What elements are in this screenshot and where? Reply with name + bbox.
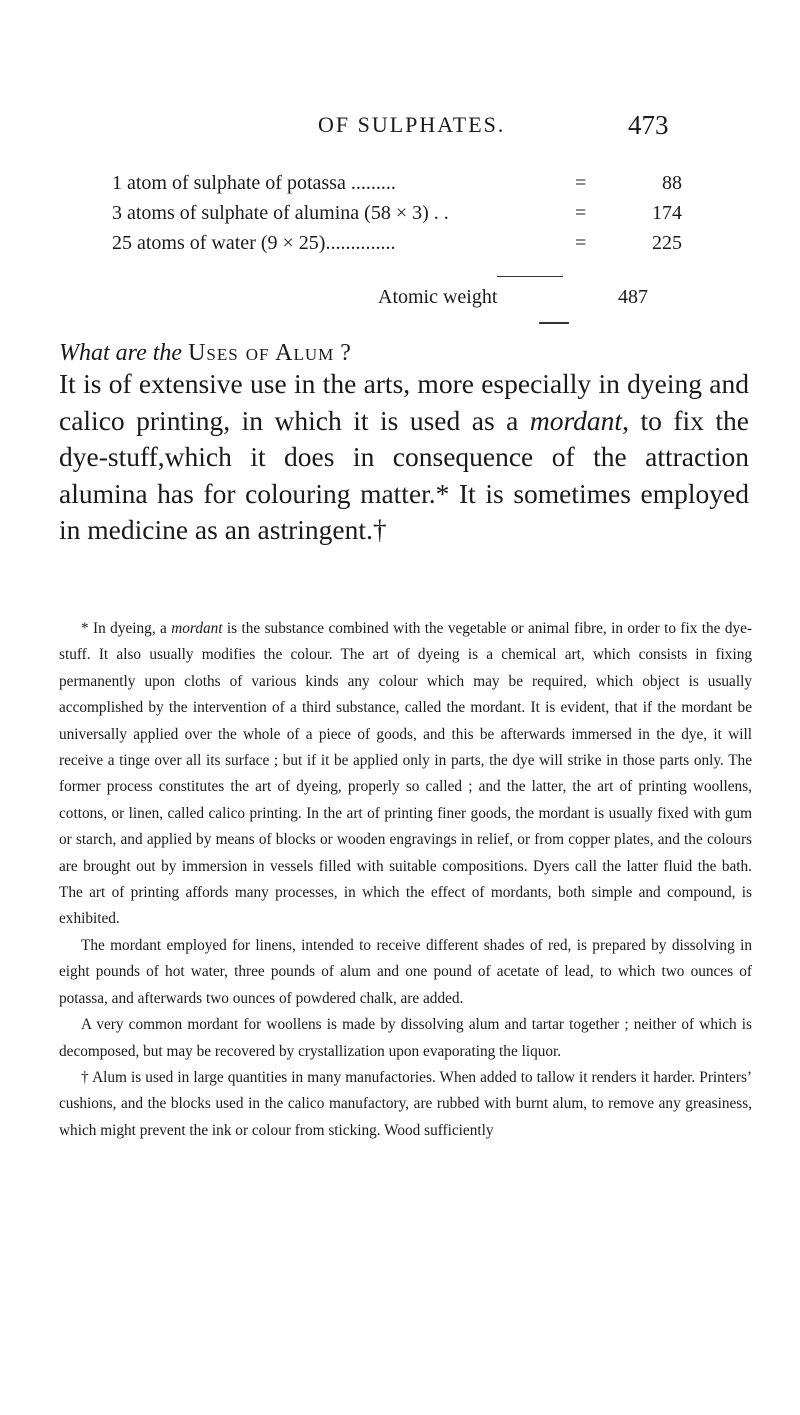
question-mark: ? — [334, 340, 351, 366]
footnotes — [59, 616, 752, 1144]
footnote-4: † Alum is used in large quantities in many manufactories. When added to tallow it renders it harder. Printers’ cushions, and the blocks used in the calico manufactory, are rubbed with burnt alum, to remove any greasiness, which might prevent the ink or colour from sticking. Wood sufficiently — [59, 1068, 752, 1139]
formula-row — [112, 232, 682, 262]
formula-row — [112, 202, 682, 232]
atomic-weight-table — [112, 172, 682, 262]
footnote-2: The mordant employed for linens, intended to receive different shades of red, is prepared by dissolving in eight pounds of hot water, three pounds of alum and one pound of acetate of lead, to which two ounces of potassa, and afterwards two ounces of powdered chalk, are added. — [59, 936, 752, 1007]
equals-sign: = — [575, 232, 587, 254]
sum-rule — [497, 276, 563, 277]
footnote-1-b: is the substance combined with the vegetable or animal fibre, in order to fix the dye-stuff. It also usually modifies the colour. The art of dyeing is a chemical art, which consists in fixing permanently upon cloths of various kinds any colour which may be required, which object is usually accomplished by the intervention of a third substance, called the mordant. It is evident, that if the mordant be universally applied over the whole of a piece of goods, and this be afterwards immersed in the dye, it will receive a tinge over all its surface ; but if it be applied only in parts, the dye will strike in those parts only. The former process constitutes the art of dyeing, properly so called ; and the latter, the art of printing woollens, cottons, or linen, called calico printing. In the art of printing finer goods, the mordant is usually fixed with gum or starch, and applied by means of blocks or wooden engravings in relief, or from copper plates, and the colours are brought out by immersion in vessels filled with suitable compositions. Dyers call the latter fluid the bath. The art of printing affords many processes, in which the effect of mordants, both simple and compound, is exhibited. — [59, 620, 753, 928]
formula-row-label: 3 atoms of sulphate of alumina (58 × 3) . . — [112, 202, 449, 224]
page-number: 473 — [628, 110, 669, 140]
formula-row-value: 225 — [652, 232, 682, 254]
equals-sign: = — [575, 202, 587, 224]
footnote-3: A very common mordant for woollens is made by dissolving alum and tartar together ; neither of which is decomposed, but may be recovered by crystallization upon evaporating the liquor. — [59, 1016, 752, 1060]
question-italic: What are the — [59, 340, 183, 366]
question-small-caps: Uses of Alum — [188, 340, 335, 366]
formula-row-value: 88 — [662, 172, 682, 194]
footnote-1 — [59, 616, 752, 933]
formula-row-label: 1 atom of sulphate of potassa ......... — [112, 172, 396, 194]
equals-sign: = — [575, 172, 587, 194]
section-question — [59, 340, 351, 367]
formula-row-value: 174 — [652, 202, 682, 224]
total-label: Atomic weight — [378, 286, 498, 308]
body-text-a: It is of extensive use in the arts, more especially in dyeing and calico printing, in which it is used as a — [59, 368, 749, 436]
footnote-mordant-term: mordant — [171, 620, 223, 637]
footnote-1-a: * In dyeing, a — [81, 620, 172, 637]
mordant-term: mordant — [529, 404, 623, 436]
total-underline — [539, 322, 569, 324]
page-header — [0, 112, 800, 152]
running-head: OF SULPHATES. — [318, 112, 506, 137]
formula-row — [112, 172, 682, 202]
body-text-b: , to fix the dye-stuff,which it does in consequence of the attraction alumina has for colouring matter.* It is sometimes employed in medicine as an astringent.† — [59, 404, 749, 545]
formula-row-label: 25 atoms of water (9 × 25).............. — [112, 232, 396, 254]
main-paragraph — [59, 366, 749, 549]
total-value: 487 — [618, 286, 648, 308]
